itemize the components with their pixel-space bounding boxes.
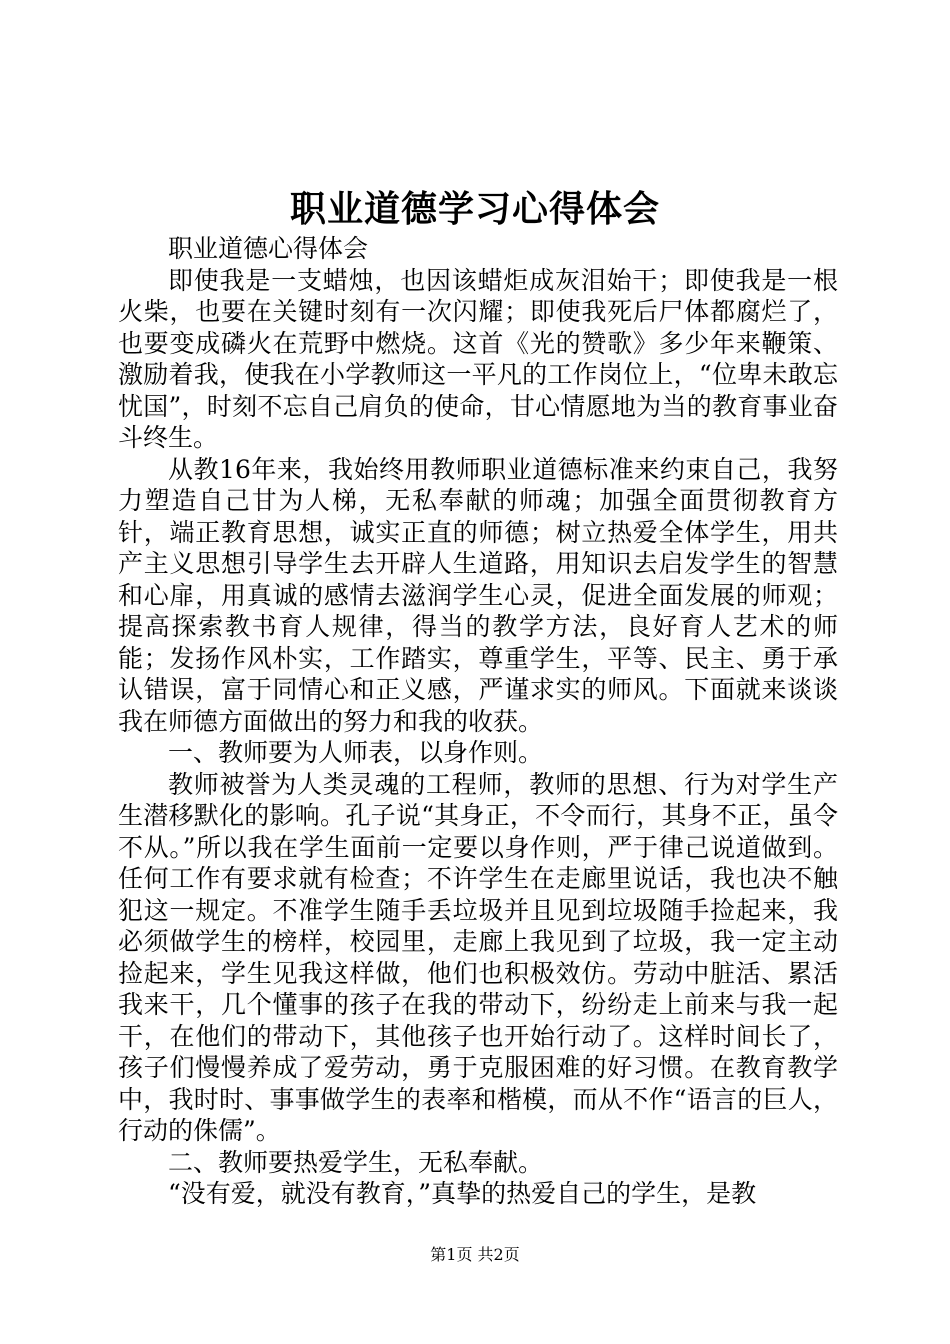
section-heading: 二、教师要热爱学生，无私奉献。 xyxy=(168,1147,544,1177)
paragraph: 从教16年来，我始终用教师职业道德标准来约束自己，我努力塑造自己甘为人梯，无私奉献的师魂；加强全面贯彻教育方针，端正教育思想，诚实正直的师德；树立热爱全体学生，用共产主义思想引导学生去开辟人生道路，用知识去启发学生的智慧和心扉，用真诚的感情去滋润学生心灵，促进全面发展的师观；提高探索教书育人规律，得当的教学方法，良好育人艺术的师能；发扬作风朴实，工作踏实，尊重学生，平等、民主、勇于承认错误，富于同情心和正义感，严谨求实的师风。下面就来谈谈我在师德方面做出的努力和我的收获。 xyxy=(118,454,838,736)
section-heading: 职业道德心得体会 xyxy=(168,234,369,263)
paragraph: “没有爱，就没有教育，”真挚的热爱自己的学生，是教 xyxy=(168,1179,757,1208)
paragraph: 教师被誉为人类灵魂的工程师，教师的思想、行为对学生产生潜移默化的影响。孔子说“其身正，不令而行，其身不正，虽令不从。”所以我在学生面前一定要以身作则，严于律己说道做到。任何工作有要求就有检查；不许学生在走廊里说话，我也决不触犯这一规定。不准学生随手丢垃圾并且见到垃圾随手捡起来，我必须做学生的榜样，校园里，走廊上我见到了垃圾，我一定主动捡起来，学生见我这样做，他们也积极效仿。劳动中脏活、累活我来干，几个懂事的孩子在我的带动下，纷纷走上前来与我一起干，在他们的带动下，其他孩子也开始行动了。这样时间长了，孩子们慢慢养成了爱劳动，勇于克服困难的好习惯。在教育教学中，我时时、事事做学生的表率和楷模，而从不作“语言的巨人，行动的侏儒”。 xyxy=(118,769,838,1145)
document-title: 职业道德学习心得体会 xyxy=(289,188,660,230)
page-number-footer: 第1页 共2页 xyxy=(430,1245,520,1264)
document-body xyxy=(118,233,838,1210)
section-heading: 一、教师要为人师表，以身作则。 xyxy=(168,738,544,767)
paragraph: 即使我是一支蜡烛，也因该蜡炬成灰泪始干；即使我是一根火柴，也要在关键时刻有一次闪耀；即使我死后尸体都腐烂了，也要变成磷火在荒野中燃烧。这首《光的赞歌》多少年来鞭策、激励着我，使我在小学教师这一平凡的工作岗位上，“位卑未敢忘忧国”，时刻不忘自己肩负的使命，甘心情愿地为当的教育事业奋斗终生。 xyxy=(118,265,838,452)
